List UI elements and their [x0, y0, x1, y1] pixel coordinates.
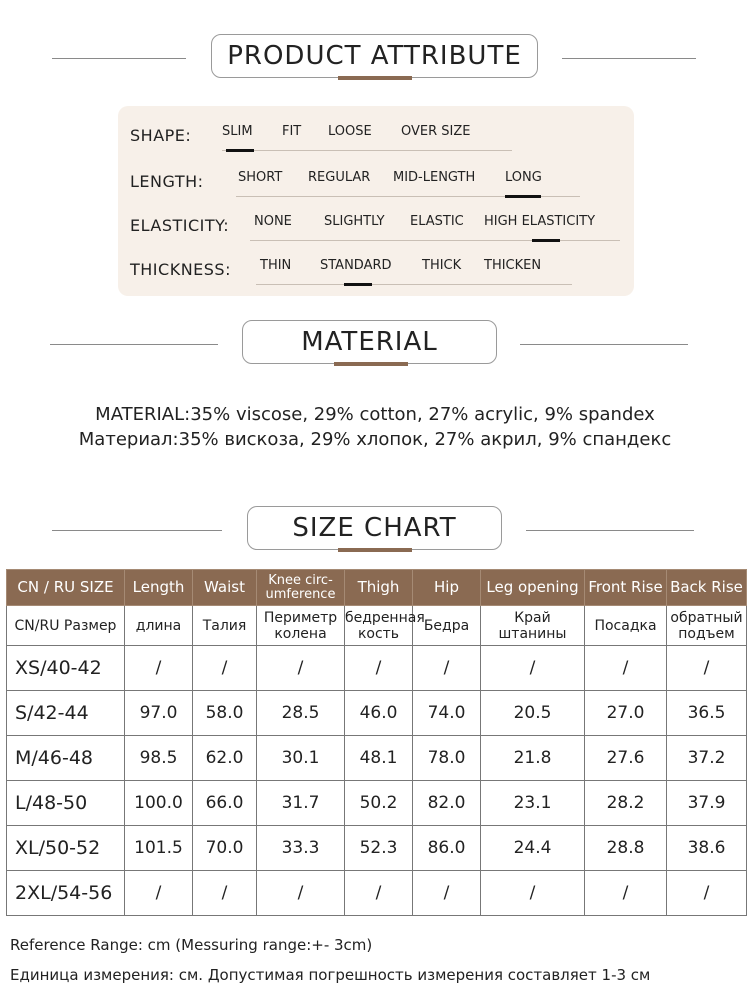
value-cell: 50.2: [345, 781, 413, 826]
attr-option: OVER SIZE: [401, 124, 471, 139]
attr-option: FIT: [282, 124, 302, 139]
option-underline: [256, 284, 572, 285]
value-cell: 27.6: [585, 736, 667, 781]
attr-option: THIN: [260, 258, 292, 273]
attr-option: HIGH ELASTICITY: [484, 214, 596, 229]
attr-row-thickness: [118, 248, 634, 288]
divider-line-right: [526, 530, 694, 531]
value-cell: /: [667, 871, 747, 916]
attr-option: STANDARD: [320, 258, 392, 273]
size-chart-header: [0, 506, 750, 556]
attr-option: LOOSE: [328, 124, 372, 139]
option-underline: [222, 150, 512, 151]
value-cell: 48.1: [345, 736, 413, 781]
table-row: [7, 691, 747, 736]
table-row: [7, 646, 747, 691]
header-cell-ru: Бедра: [413, 606, 481, 646]
attribute-panel: [118, 106, 634, 296]
attr-label: ELASTICITY:: [130, 216, 230, 235]
table-row: [7, 781, 747, 826]
value-cell: 66.0: [193, 781, 257, 826]
value-cell: 24.4: [481, 826, 585, 871]
value-cell: 28.8: [585, 826, 667, 871]
product-attribute-header: [0, 34, 750, 84]
attr-option: SLIM: [222, 124, 253, 139]
size-cell: XS/40-42: [7, 646, 125, 691]
value-cell: /: [585, 871, 667, 916]
value-cell: /: [345, 646, 413, 691]
header-cell: CN / RU SIZE: [7, 570, 125, 606]
value-cell: 27.0: [585, 691, 667, 736]
size-cell: S/42-44: [7, 691, 125, 736]
value-cell: /: [125, 871, 193, 916]
value-cell: /: [257, 646, 345, 691]
accent-bar: [338, 548, 412, 552]
section-title: PRODUCT ATTRIBUTE: [211, 34, 538, 78]
size-cell: L/48-50: [7, 781, 125, 826]
value-cell: 62.0: [193, 736, 257, 781]
value-cell: 38.6: [667, 826, 747, 871]
table-row: [7, 736, 747, 781]
header-cell: Back Rise: [667, 570, 747, 606]
header-cell: Knee circ-umference: [257, 570, 345, 606]
accent-bar: [334, 362, 408, 366]
value-cell: 70.0: [193, 826, 257, 871]
attr-option: SLIGHTLY: [324, 214, 385, 229]
value-cell: 28.5: [257, 691, 345, 736]
material-text-en: MATERIAL:35% viscose, 29% cotton, 27% acrylic, 9% spandex: [95, 404, 655, 425]
value-cell: 28.2: [585, 781, 667, 826]
value-cell: /: [413, 871, 481, 916]
divider-line-left: [52, 58, 186, 59]
value-cell: 101.5: [125, 826, 193, 871]
value-cell: /: [667, 646, 747, 691]
size-cell: XL/50-52: [7, 826, 125, 871]
value-cell: /: [585, 646, 667, 691]
value-cell: 82.0: [413, 781, 481, 826]
table-row: [7, 871, 747, 916]
value-cell: 30.1: [257, 736, 345, 781]
value-cell: 58.0: [193, 691, 257, 736]
attr-row-length: [118, 160, 634, 200]
attr-row-elasticity: [118, 204, 634, 244]
value-cell: 78.0: [413, 736, 481, 781]
header-cell-ru: бедренная кость: [345, 606, 413, 646]
selected-marker: [344, 283, 372, 286]
divider-line-right: [562, 58, 696, 59]
attr-label: THICKNESS:: [130, 260, 231, 279]
selected-marker: [226, 149, 254, 152]
header-row-en: [7, 570, 747, 606]
attr-row-shape: [118, 114, 634, 154]
header-cell: Leg opening: [481, 570, 585, 606]
header-cell: Front Rise: [585, 570, 667, 606]
header-cell: Hip: [413, 570, 481, 606]
attr-option: NONE: [254, 214, 292, 229]
material-text-ru: Материал:35% вискоза, 29% хлопок, 27% акрил, 9% спандекс: [78, 429, 672, 450]
value-cell: 37.2: [667, 736, 747, 781]
attr-label: LENGTH:: [130, 172, 204, 191]
value-cell: /: [193, 871, 257, 916]
header-cell-ru: CN/RU Размер: [7, 606, 125, 646]
header-row-ru: [7, 606, 747, 646]
accent-bar: [338, 76, 412, 80]
header-cell: Thigh: [345, 570, 413, 606]
value-cell: 21.8: [481, 736, 585, 781]
header-cell-ru: длина: [125, 606, 193, 646]
header-cell: Length: [125, 570, 193, 606]
value-cell: /: [193, 646, 257, 691]
attr-option: MID-LENGTH: [393, 170, 476, 185]
value-cell: 23.1: [481, 781, 585, 826]
value-cell: 20.5: [481, 691, 585, 736]
header-cell-ru: Посадка: [585, 606, 667, 646]
table-row: [7, 826, 747, 871]
value-cell: /: [345, 871, 413, 916]
selected-marker: [505, 195, 541, 198]
value-cell: 33.3: [257, 826, 345, 871]
section-title: MATERIAL: [242, 320, 497, 364]
value-cell: 86.0: [413, 826, 481, 871]
value-cell: 31.7: [257, 781, 345, 826]
header-cell-ru: Талия: [193, 606, 257, 646]
value-cell: 98.5: [125, 736, 193, 781]
attr-option: ELASTIC: [410, 214, 464, 229]
attr-option: REGULAR: [308, 170, 371, 185]
header-cell-ru: обратный подъем: [667, 606, 747, 646]
option-underline: [250, 240, 620, 241]
material-header: [0, 320, 750, 370]
size-cell: 2XL/54-56: [7, 871, 125, 916]
value-cell: 74.0: [413, 691, 481, 736]
header-cell-ru: Край штанины: [481, 606, 585, 646]
value-cell: 36.5: [667, 691, 747, 736]
divider-line-left: [50, 344, 218, 345]
value-cell: 100.0: [125, 781, 193, 826]
reference-note-ru: Единица измерения: см. Допустимая погрешность измерения составляет 1-3 см: [10, 966, 651, 984]
value-cell: /: [257, 871, 345, 916]
value-cell: /: [125, 646, 193, 691]
attr-option: LONG: [505, 170, 542, 185]
value-cell: 97.0: [125, 691, 193, 736]
value-cell: /: [413, 646, 481, 691]
value-cell: /: [481, 871, 585, 916]
attr-option: THICK: [422, 258, 462, 273]
size-cell: M/46-48: [7, 736, 125, 781]
value-cell: /: [481, 646, 585, 691]
attr-option: SHORT: [238, 170, 283, 185]
header-cell: Waist: [193, 570, 257, 606]
attr-label: SHAPE:: [130, 126, 192, 145]
value-cell: 52.3: [345, 826, 413, 871]
attr-option: THICKEN: [484, 258, 542, 273]
size-table: [6, 569, 747, 916]
divider-line-right: [520, 344, 688, 345]
divider-line-left: [52, 530, 222, 531]
selected-marker: [532, 239, 560, 242]
value-cell: 46.0: [345, 691, 413, 736]
section-title: SIZE CHART: [247, 506, 502, 550]
header-cell-ru: Периметр колена: [257, 606, 345, 646]
value-cell: 37.9: [667, 781, 747, 826]
reference-note-en: Reference Range: cm (Messuring range:+- 3cm): [10, 936, 373, 954]
